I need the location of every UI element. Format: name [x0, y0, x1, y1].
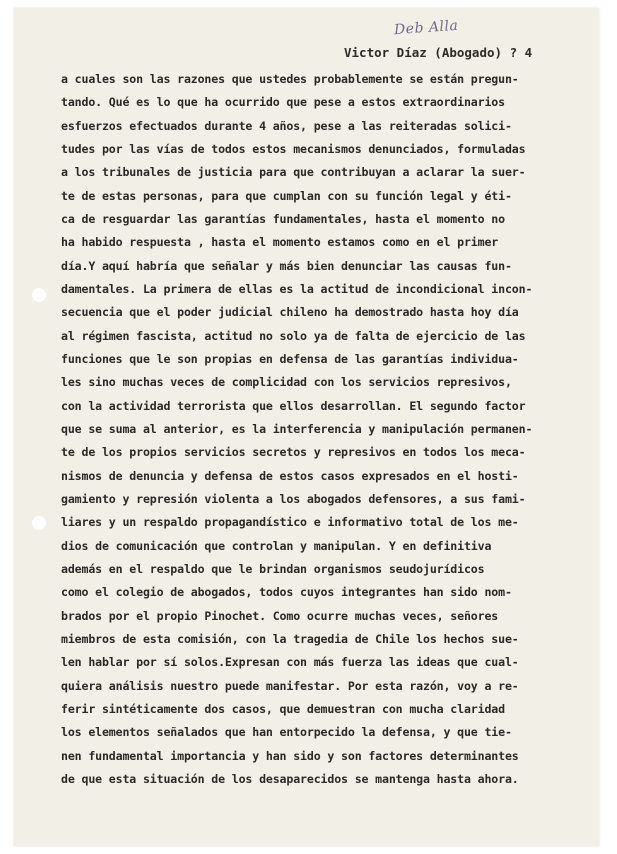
text-line: esfuerzos efectuados durante 4 años, pese a las reiteradas solici-: [61, 118, 512, 133]
text-line: les sino muchas veces de complicidad con los servicios represivos,: [61, 375, 512, 390]
punch-hole: [32, 516, 46, 530]
text-line: quiera análisis nuestro puede manifestar. Por esta razón, voy a re-: [61, 678, 519, 693]
text-line: miembros de esta comisión, con la tragedia de Chile los hechos sue-: [61, 631, 519, 646]
text-line: de que esta situación de los desaparecidos se mantenga hasta ahora.: [61, 771, 519, 786]
text-line: ca de resguardar las garantías fundamentales, hasta el momento no: [61, 211, 505, 226]
text-line: los elementos señalados que han entorpecido la defensa, y que tie-: [61, 725, 512, 740]
text-line: al régimen fascista, actitud no solo ya de falta de ejercicio de las: [61, 328, 526, 343]
text-line: damentales. La primera de ellas es la actitud de incondicional incon-: [61, 281, 533, 296]
text-line: nismos de denuncia y defensa de estos casos expresados en el hosti-: [61, 468, 519, 483]
handwritten-note: Deb Alla: [393, 17, 459, 39]
text-line: a los tribunales de justicia para que contribuyan a aclarar la suer-: [61, 165, 526, 180]
text-line: dios de comunicación que controlan y manipulan. Y en definitiva: [61, 538, 492, 553]
document-page: [14, 8, 599, 846]
page-header: Victor Díaz (Abogado) ? 4: [344, 45, 533, 60]
body-text: [61, 68, 581, 791]
text-line: secuencia que el poder judicial chileno ha demostrado hasta hoy día: [61, 305, 519, 320]
punch-hole: [32, 288, 46, 302]
text-line: ha habido respuesta , hasta el momento estamos como en el primer: [61, 235, 499, 250]
text-line: día.Y aquí habría que señalar y más bien denunciar las causas fun-: [61, 258, 512, 273]
text-line: funciones que le son propias en defensa de las garantías individua-: [61, 351, 519, 366]
text-line: brados por el propio Pinochet. Como ocurre muchas veces, señores: [61, 608, 499, 623]
text-line: gamiento y represión violenta a los abogados defensores, a sus fami-: [61, 491, 526, 506]
text-line: nen fundamental importancia y han sido y son factores determinantes: [61, 748, 519, 763]
text-line: además en el respaldo que le brindan organismos seudojurídicos: [61, 561, 485, 576]
text-line: a cuales son las razones que ustedes probablemente se están pregun-: [61, 72, 519, 86]
text-line: con la actividad terrorista que ellos desarrollan. El segundo factor: [61, 398, 526, 413]
text-line: tudes por las vías de todos estos mecanismos denunciados, formuladas: [61, 141, 526, 156]
text-line: te de los propios servicios secretos y represivos en todos los meca-: [61, 445, 526, 460]
text-line: que se suma al anterior, es la interferencia y manipulación permanen-: [61, 421, 533, 436]
text-line: tando. Qué es lo que ha ocurrido que pese a estos extraordinarios: [61, 95, 505, 110]
text-line: ferir sintéticamente dos casos, que demuestran con mucha claridad: [61, 701, 505, 716]
text-line: liares y un respaldo propagandístico e informativo total de los me-: [61, 515, 519, 530]
text-line: como el colegio de abogados, todos cuyos integrantes han sido nom-: [61, 585, 512, 600]
text-line: te de estas personas, para que cumplan con su función legal y éti-: [61, 188, 512, 203]
text-line: len hablar por sí solos.Expresan con más fuerza las ideas que cual-: [61, 655, 519, 670]
